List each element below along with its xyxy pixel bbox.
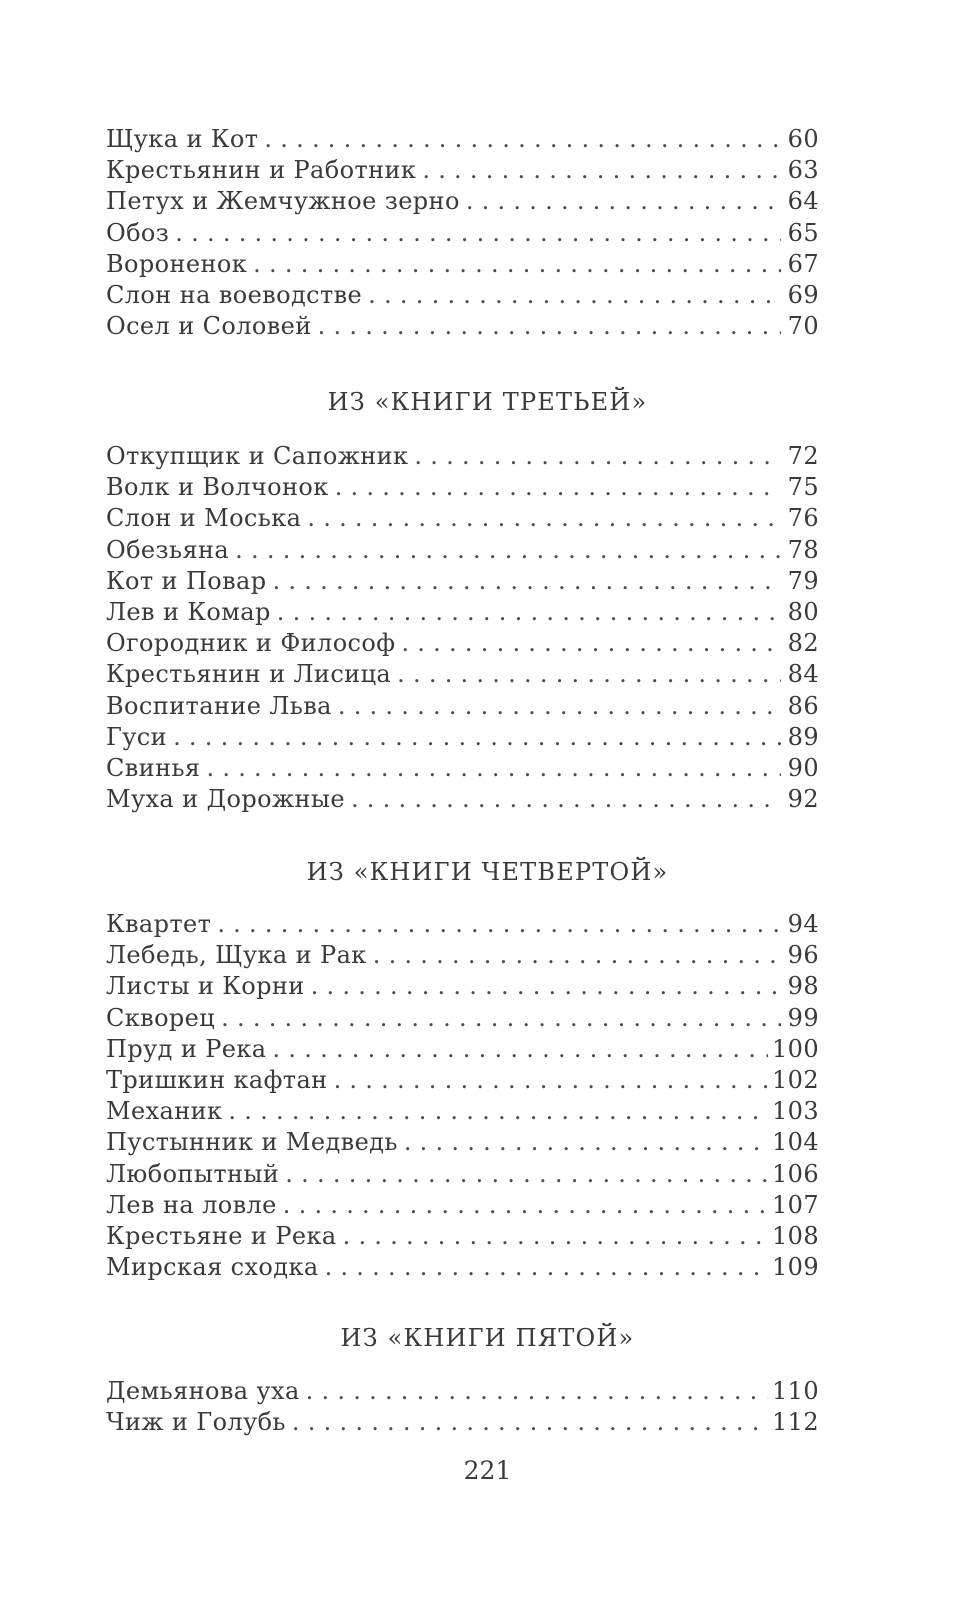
toc-entry-page: 103 bbox=[771, 1097, 819, 1126]
toc-entry-page: 70 bbox=[787, 312, 819, 341]
toc-entry-page: 64 bbox=[787, 187, 819, 216]
toc-entry bbox=[106, 722, 819, 753]
toc-leader-dots bbox=[206, 753, 781, 784]
toc-entry-title: Скворец bbox=[106, 1003, 216, 1032]
toc-entry bbox=[106, 971, 819, 1002]
toc-leader-dots bbox=[334, 1065, 768, 1096]
toc-entry bbox=[106, 1003, 819, 1034]
toc-entry-title: Волк и Волчонок bbox=[106, 473, 329, 502]
toc-entry-page: 72 bbox=[787, 442, 819, 470]
toc-entry-page: 79 bbox=[787, 566, 819, 595]
toc-entry bbox=[106, 659, 819, 690]
toc-entry-title: Квартет bbox=[106, 910, 212, 938]
toc-entry-title: Механик bbox=[106, 1097, 223, 1126]
toc-leader-dots bbox=[175, 218, 781, 249]
toc-entry bbox=[106, 909, 819, 940]
toc-entry-page: 67 bbox=[787, 249, 819, 278]
toc-leader-dots bbox=[404, 1127, 768, 1158]
toc-leader-dots bbox=[335, 472, 781, 503]
toc-entry bbox=[106, 1127, 819, 1158]
toc-entry-page: 96 bbox=[787, 941, 819, 970]
toc-entry bbox=[106, 441, 819, 472]
toc-leader-dots bbox=[253, 249, 781, 280]
toc-entry-title: Муха и Дорожные bbox=[106, 785, 345, 814]
toc-entry-page: 109 bbox=[771, 1253, 819, 1282]
toc-entry-page: 107 bbox=[771, 1190, 819, 1219]
toc-entry bbox=[106, 753, 819, 784]
toc-entry-title: Щука и Кот bbox=[106, 125, 259, 153]
toc-entry-page: 76 bbox=[787, 504, 819, 533]
toc-leader-dots bbox=[414, 441, 781, 472]
toc-leader-dots bbox=[373, 940, 781, 971]
toc-leader-dots bbox=[221, 1003, 781, 1034]
toc-entry bbox=[106, 597, 819, 628]
toc-entry-page: 104 bbox=[771, 1128, 819, 1157]
toc-leader-dots bbox=[397, 659, 781, 690]
toc-section-4 bbox=[106, 1376, 819, 1438]
toc-entry-title: Пустынник и Медведь bbox=[106, 1128, 398, 1157]
toc-entry-title: Воспитание Льва bbox=[106, 691, 332, 720]
toc-leader-dots bbox=[217, 909, 781, 940]
toc-entry-page: 69 bbox=[787, 280, 819, 309]
toc-leader-dots bbox=[311, 971, 781, 1002]
toc-entry-page: 106 bbox=[771, 1159, 819, 1188]
toc-leader-dots bbox=[235, 535, 781, 566]
toc-leader-dots bbox=[368, 280, 781, 311]
toc-leader-dots bbox=[277, 597, 781, 628]
toc-entry bbox=[106, 1407, 819, 1438]
toc-leader-dots bbox=[325, 1252, 768, 1283]
toc-entry-page: 92 bbox=[787, 785, 819, 814]
toc-entry-page: 90 bbox=[787, 753, 819, 782]
toc-leader-dots bbox=[422, 155, 781, 186]
toc-entry-page: 80 bbox=[787, 597, 819, 626]
toc-entry-page: 112 bbox=[771, 1408, 819, 1437]
toc-entry-page: 94 bbox=[787, 910, 819, 938]
toc-entry bbox=[106, 691, 819, 722]
toc-entry bbox=[106, 155, 819, 186]
toc-leader-dots bbox=[307, 503, 781, 534]
toc-entry bbox=[106, 249, 819, 280]
toc-entry-page: 78 bbox=[787, 535, 819, 564]
toc-entry-title: Пруд и Река bbox=[106, 1034, 267, 1063]
toc-entry-title: Демьянова уха bbox=[106, 1377, 300, 1405]
toc-entry-title: Крестьяне и Река bbox=[106, 1221, 337, 1250]
toc-entry-title: Листы и Корни bbox=[106, 972, 305, 1001]
toc-entry bbox=[106, 186, 819, 217]
toc-leader-dots bbox=[264, 124, 781, 155]
toc-section-1 bbox=[106, 124, 819, 342]
toc-entry bbox=[106, 566, 819, 597]
toc-entry-title: Тришкин кафтан bbox=[106, 1065, 328, 1094]
toc-entry bbox=[106, 472, 819, 503]
toc-entry bbox=[106, 1252, 819, 1283]
toc-entry-page: 75 bbox=[787, 473, 819, 502]
toc-entry bbox=[106, 628, 819, 659]
toc-entry bbox=[106, 535, 819, 566]
toc-leader-dots bbox=[351, 784, 781, 815]
toc-entry-page: 89 bbox=[787, 722, 819, 751]
toc-entry bbox=[106, 1221, 819, 1252]
toc-entry-title: Слон на воеводстве bbox=[106, 280, 363, 309]
toc-entry-page: 65 bbox=[787, 218, 819, 247]
toc-leader-dots bbox=[466, 186, 781, 217]
toc-entry bbox=[106, 784, 819, 815]
toc-leader-dots bbox=[318, 311, 781, 342]
toc-entry-title: Обезьяна bbox=[106, 535, 230, 564]
toc-entry bbox=[106, 1096, 819, 1127]
toc-leader-dots bbox=[273, 566, 781, 597]
toc-entry-title: Свинья bbox=[106, 753, 201, 782]
toc-entry bbox=[106, 1190, 819, 1221]
toc-entry-page: 60 bbox=[787, 125, 819, 153]
toc-entry-page: 84 bbox=[787, 660, 819, 689]
toc-entry-title: Откупщик и Сапожник bbox=[106, 442, 409, 470]
toc-entry-page: 63 bbox=[787, 156, 819, 185]
toc-entry bbox=[106, 1065, 819, 1096]
section-heading: ИЗ «КНИГИ ПЯТОЙ» bbox=[340, 1324, 635, 1352]
toc-entry-title: Обоз bbox=[106, 218, 170, 247]
toc-entry-page: 86 bbox=[787, 691, 819, 720]
toc-entry-title: Лебедь, Щука и Рак bbox=[106, 941, 367, 970]
toc-entry-title: Мирская сходка bbox=[106, 1253, 319, 1282]
toc-leader-dots bbox=[228, 1096, 768, 1127]
toc-entry-title: Огородник и Философ bbox=[106, 629, 396, 658]
toc-entry-title: Лев на ловле bbox=[106, 1190, 277, 1219]
toc-leader-dots bbox=[283, 1190, 768, 1221]
toc-entry-title: Гуси bbox=[106, 722, 168, 751]
page-number: 221 bbox=[463, 1456, 512, 1485]
toc-leader-dots bbox=[292, 1407, 768, 1438]
toc-entry-page: 110 bbox=[771, 1377, 819, 1405]
toc-entry bbox=[106, 124, 819, 155]
toc-leader-dots bbox=[343, 1221, 768, 1252]
toc-leader-dots bbox=[306, 1376, 768, 1407]
toc-leader-dots bbox=[285, 1159, 768, 1190]
section-heading: ИЗ «КНИГИ ТРЕТЬЕЙ» bbox=[327, 388, 648, 416]
toc-leader-dots bbox=[338, 691, 781, 722]
toc-entry-title: Крестьянин и Работник bbox=[106, 156, 417, 185]
toc-entry-title: Петух и Жемчужное зерно bbox=[106, 187, 460, 216]
toc-entry-title: Любопытный bbox=[106, 1159, 280, 1188]
toc-entry-page: 102 bbox=[771, 1065, 819, 1094]
toc-entry-page: 100 bbox=[771, 1034, 819, 1063]
toc-section-2 bbox=[106, 441, 819, 815]
toc-entry-page: 99 bbox=[787, 1003, 819, 1032]
section-heading: ИЗ «КНИГИ ЧЕТВЕРТОЙ» bbox=[306, 858, 669, 886]
toc-entry-title: Чиж и Голубь bbox=[106, 1408, 286, 1437]
toc-entry bbox=[106, 218, 819, 249]
toc-entry-title: Крестьянин и Лисица bbox=[106, 660, 392, 689]
toc-leader-dots bbox=[401, 628, 781, 659]
toc-leader-dots bbox=[173, 722, 781, 753]
toc-entry bbox=[106, 280, 819, 311]
toc-entry-title: Вороненок bbox=[106, 249, 248, 278]
toc-entry-page: 82 bbox=[787, 629, 819, 658]
toc-entry-page: 98 bbox=[787, 972, 819, 1001]
toc-leader-dots bbox=[273, 1034, 768, 1065]
toc-entry bbox=[106, 1159, 819, 1190]
toc-entry-page: 108 bbox=[771, 1221, 819, 1250]
toc-entry bbox=[106, 940, 819, 971]
toc-entry-title: Осел и Соловей bbox=[106, 312, 312, 341]
toc-entry-title: Слон и Моська bbox=[106, 504, 302, 533]
toc-entry bbox=[106, 311, 819, 342]
toc-entry-title: Лев и Комар bbox=[106, 597, 271, 626]
toc-entry bbox=[106, 503, 819, 534]
toc-entry-title: Кот и Повар bbox=[106, 566, 267, 595]
toc-entry bbox=[106, 1034, 819, 1065]
toc-entry bbox=[106, 1376, 819, 1407]
toc-section-3 bbox=[106, 909, 819, 1283]
